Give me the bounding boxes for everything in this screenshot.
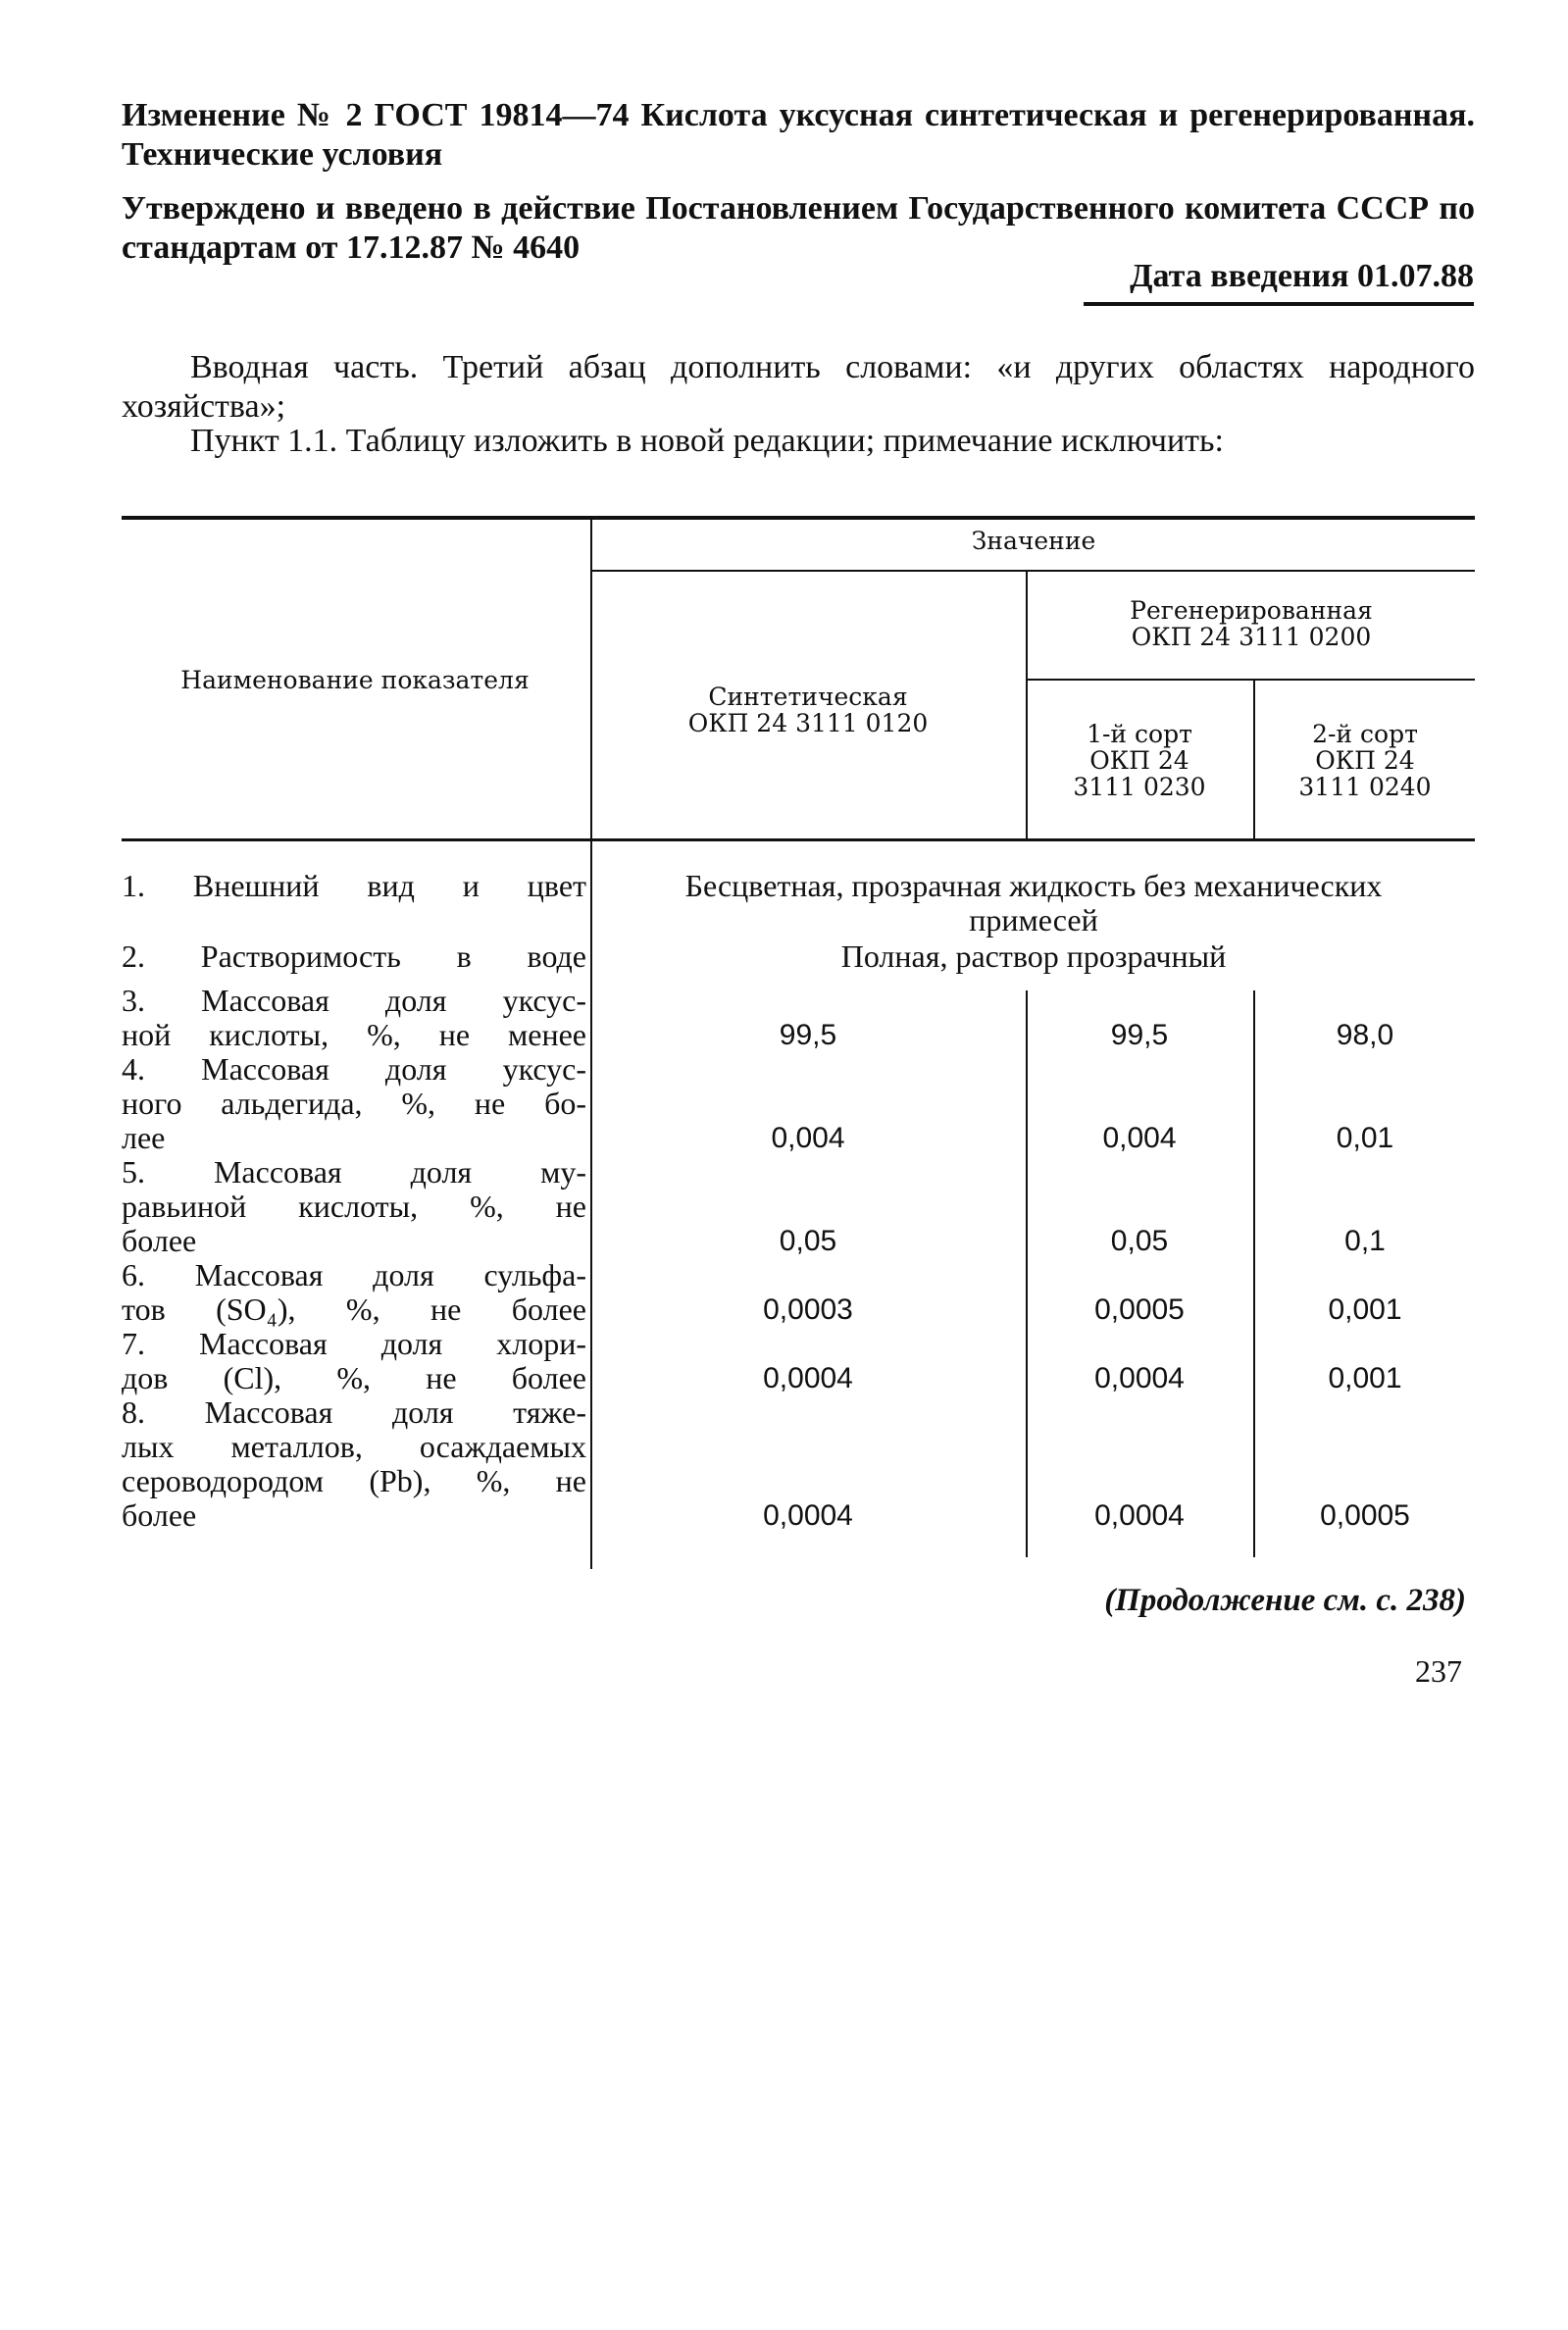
indicator-line: дов (Cl), %, не более — [122, 1360, 586, 1395]
value-synthetic: 99,5 — [779, 1019, 837, 1051]
clause-paragraph: Пункт 1.1. Таблицу изложить в новой редакции; примечание исключить: — [190, 423, 1224, 459]
value-grade-2: 0,01 — [1336, 1122, 1394, 1154]
intro-paragraph: Вводная часть. Третий абзац дополнить словами: «и других областях народного хозяйства»; — [122, 349, 1475, 425]
value-grade-1: 0,004 — [1102, 1122, 1177, 1154]
value-grade-2: 0,001 — [1328, 1362, 1402, 1394]
table-row-indicator — [122, 984, 586, 1052]
header-bottom-rule — [122, 838, 1475, 841]
indicator-line: 7. Массовая доля хлори- — [122, 1326, 586, 1361]
indicator-line: 4. Массовая доля уксус- — [122, 1051, 586, 1087]
span-value-line: Бесцветная, прозрачная жидкость без механических — [684, 868, 1383, 903]
header-value: Значение — [971, 527, 1096, 555]
indicator-line: 8. Массовая доля тяже- — [122, 1394, 586, 1430]
table-row-indicator — [122, 1395, 586, 1533]
column-divider-grade-body — [1253, 990, 1255, 1557]
table-row-span-value — [592, 869, 1475, 937]
indicator-line: тов (SO₄), %, не более — [122, 1292, 586, 1327]
indicator-line: 3. Массовая доля уксус- — [122, 983, 586, 1018]
date-underline — [1084, 302, 1474, 306]
indicator-line: более — [122, 1223, 197, 1258]
value-grade-1: 0,0004 — [1094, 1362, 1185, 1394]
value-grade-2: 0,0005 — [1320, 1499, 1410, 1532]
indicator-line: лее — [122, 1120, 166, 1155]
page-number: 237 — [1415, 1653, 1462, 1689]
indicator-line: ной кислоты, %, не менее — [122, 1017, 586, 1052]
indicator-line: лых металлов, осаждаемых — [122, 1429, 586, 1464]
header-grade-1-code-b: 3111 0230 — [1073, 773, 1206, 801]
value-header-rule — [592, 570, 1475, 572]
effective-date: Дата введения 01.07.88 — [1130, 258, 1474, 294]
table-row-indicator — [122, 1052, 586, 1155]
table-row-indicator — [122, 1155, 586, 1258]
amendment-title: Изменение № 2 ГОСТ 19814—74 Кислота уксусная синтетическая и регенерированная. Технические условия — [122, 97, 1475, 173]
value-synthetic: 0,0003 — [763, 1293, 853, 1326]
header-regenerated — [1028, 597, 1475, 650]
indicator-line: сероводородом (Pb), %, не — [122, 1463, 586, 1498]
value-grade-2: 98,0 — [1336, 1019, 1394, 1051]
header-indicator-name: Наименование показателя — [180, 666, 530, 694]
continuation-note: (Продолжение см. с. 238) — [1104, 1583, 1466, 1618]
table-top-rule — [122, 516, 1475, 520]
value-grade-1: 0,05 — [1110, 1225, 1169, 1257]
indicator-line: более — [122, 1497, 197, 1533]
indicator-line: равьиной кислоты, %, не — [122, 1189, 586, 1224]
value-grade-1: 0,0005 — [1094, 1293, 1185, 1326]
indicator-line: 6. Массовая доля сульфа- — [122, 1257, 586, 1292]
indicator-line: ного альдегида, %, не бо- — [122, 1086, 586, 1121]
header-grade-1 — [1028, 721, 1251, 800]
table-row-indicator — [122, 939, 586, 974]
header-synthetic-label: Синтетическая — [708, 683, 908, 711]
span-value-line: примесей — [969, 902, 1098, 937]
value-grade-2: 0,001 — [1328, 1293, 1402, 1326]
header-grade-2-code-a: ОКП 24 — [1315, 746, 1415, 775]
header-synthetic — [592, 684, 1024, 736]
approval-statement: Утверждено и введено в действие Постановлением Государственного комитета СССР по стандартам от 17.12.87 № 4640 — [122, 190, 1475, 266]
span-value-line: Полная, раствор прозрачный — [840, 938, 1227, 974]
header-grade-2 — [1255, 721, 1475, 800]
column-divider-synth-body — [1026, 990, 1028, 1557]
regen-header-rule — [1028, 679, 1475, 681]
header-synthetic-code: ОКП 24 3111 0120 — [687, 709, 929, 737]
indicator-line: 5. Массовая доля му- — [122, 1154, 586, 1190]
indicator-line: 2. Растворимость в воде — [122, 938, 586, 974]
header-regenerated-label: Регенерированная — [1130, 596, 1373, 625]
value-synthetic: 0,0004 — [763, 1362, 853, 1394]
indicator-line: 1. Внешний вид и цвет — [122, 868, 586, 903]
table-row-indicator — [122, 1327, 586, 1395]
value-grade-2: 0,1 — [1344, 1225, 1386, 1257]
table-row-indicator — [122, 1258, 586, 1327]
value-grade-1: 0,0004 — [1094, 1499, 1185, 1532]
value-synthetic: 0,0004 — [763, 1499, 853, 1532]
header-regenerated-code: ОКП 24 3111 0200 — [1131, 623, 1372, 651]
value-grade-1: 99,5 — [1110, 1019, 1169, 1051]
header-grade-2-code-b: 3111 0240 — [1298, 773, 1432, 801]
value-synthetic: 0,004 — [771, 1122, 845, 1154]
table-row-span-value — [592, 939, 1475, 974]
header-grade-1-label: 1-й сорт — [1087, 720, 1192, 748]
header-grade-1-code-a: ОКП 24 — [1089, 746, 1189, 775]
header-grade-2-label: 2-й сорт — [1312, 720, 1418, 748]
table-row-indicator — [122, 869, 586, 903]
value-synthetic: 0,05 — [779, 1225, 837, 1257]
